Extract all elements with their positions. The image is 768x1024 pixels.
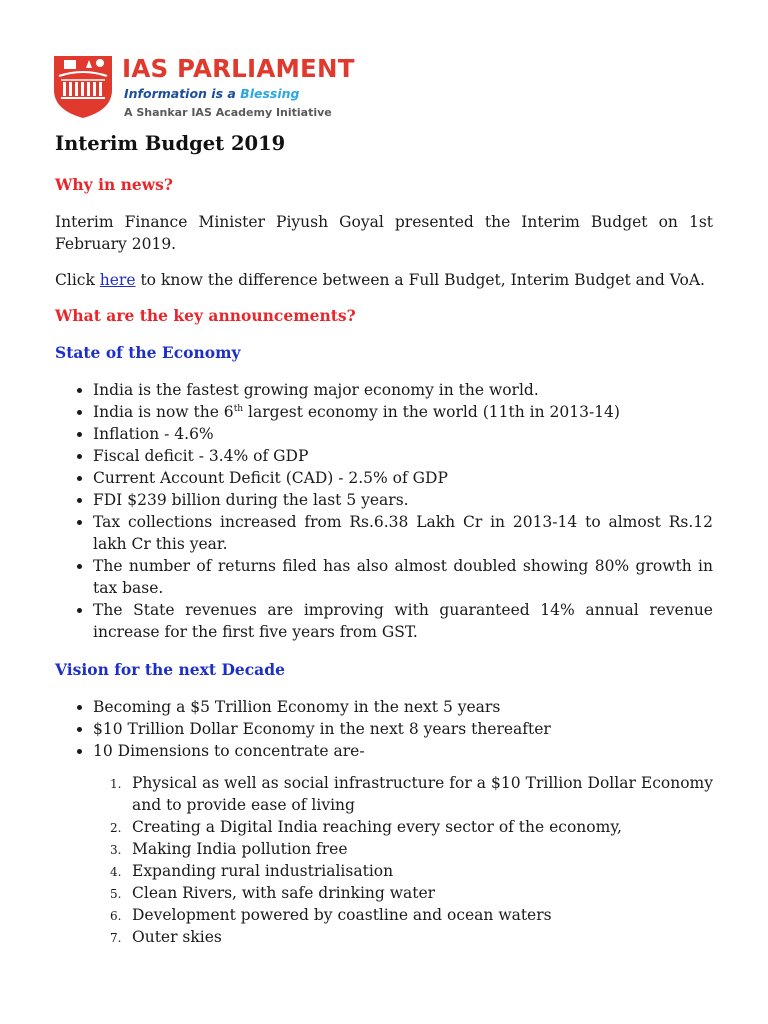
list-item-text: Expanding rural industrialisation [132,862,394,880]
parliament-shield-icon [52,54,114,120]
list-item [110,882,713,904]
why-in-news-text: Interim Finance Minister Piyush Goyal presented the Interim Budget on 1st February 2019. [55,213,713,253]
list-item-text: Physical as well as social infrastructure for a $10 Trillion Dollar Economy and to provide ease of living [132,774,713,814]
list-item: • Fiscal deficit - 3.4% of GDP [93,445,713,467]
list-item-text: Making India pollution free [132,840,348,858]
list-item-text: Clean Rivers, with safe drinking water [132,884,436,902]
page-title: Interim Budget 2019 [55,132,286,155]
list-number: 5. [110,887,122,901]
why-in-news-heading: Why in news? [55,175,173,194]
list-item: • FDI $239 billion during the last 5 years. [93,489,713,511]
tagline-part2: Blessing [240,86,300,101]
list-item: • The State revenues are improving with guaranteed 14% annual revenue increase for the first five years from GST. [93,599,713,643]
vision-list [93,696,713,762]
tagline-part1: Information is a [124,86,241,101]
list-item-text: largest economy in the world (11th in 2013-14) [243,403,620,421]
list-item: • Tax collections increased from Rs.6.38 Lakh Cr in 2013-14 to almost Rs.12 lakh Cr this year. [93,511,713,555]
list-item-text: Outer skies [132,928,222,946]
list-number: 6. [110,909,122,923]
logo-subtitle: A Shankar IAS Academy Initiative [124,106,332,119]
list-item [110,816,713,838]
list-item: • India is the fastest growing major economy in the world. [93,379,713,401]
list-item: • Current Account Deficit (CAD) - 2.5% of GDP [93,467,713,489]
list-item [110,838,713,860]
key-announcements-heading: What are the key announcements? [55,306,356,325]
list-item: • The number of returns filed has also almost doubled showing 80% growth in tax base. [93,555,713,599]
list-number: 3. [110,843,122,857]
list-number: 2. [110,821,122,835]
logo-tagline [124,86,299,101]
list-item [110,860,713,882]
click-suffix: to know the difference between a Full Budget, Interim Budget and VoA. [135,271,705,289]
list-item-text: India is now the 6 [93,403,234,421]
list-item-text: Development powered by coastline and ocean waters [132,906,552,924]
list-number: 4. [110,865,122,879]
list-item: • Becoming a $5 Trillion Economy in the next 5 years [93,696,713,718]
list-item [110,904,713,926]
here-link[interactable]: here [99,271,136,289]
state-of-economy-heading: State of the Economy [55,343,241,362]
list-item: • 10 Dimensions to concentrate are- [93,740,713,762]
list-number: 1. [110,777,122,791]
list-item: • $10 Trillion Dollar Economy in the next 8 years thereafter [93,718,713,740]
list-item-text: Creating a Digital India reaching every sector of the economy, [132,818,622,836]
list-item: • Inflation - 4.6% [93,423,713,445]
vision-heading: Vision for the next Decade [55,660,285,679]
list-number: 7. [110,931,122,945]
click-here-paragraph [55,269,713,291]
list-item [110,926,713,948]
dimensions-list [110,772,713,948]
list-item [93,401,713,423]
logo-title: IAS PARLIAMENT [122,54,355,83]
ias-parliament-logo [52,50,412,128]
list-item [110,772,713,816]
superscript: th [233,404,244,414]
click-prefix: Click [55,271,100,289]
document-body [55,131,713,948]
economy-list [93,379,713,643]
